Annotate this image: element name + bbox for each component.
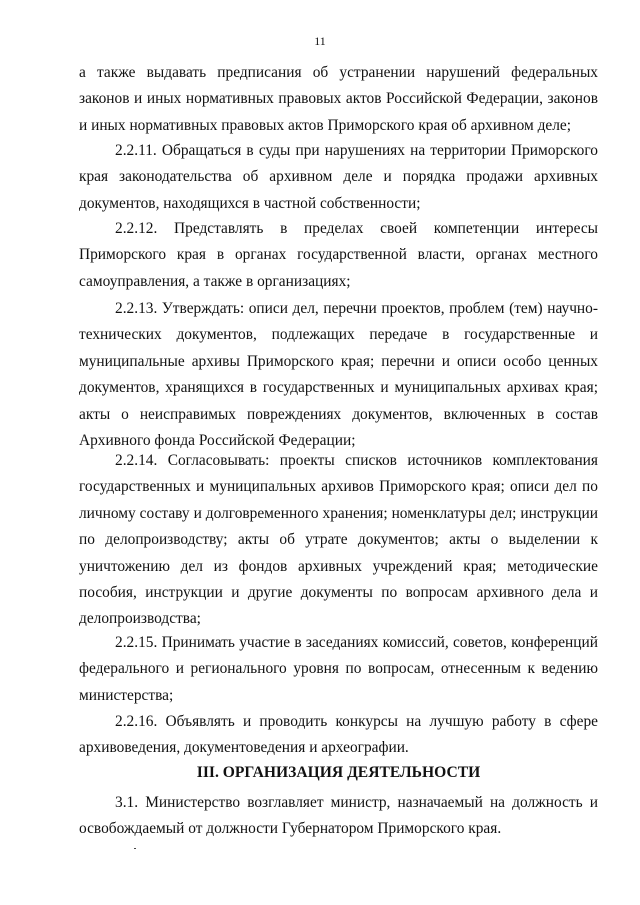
paragraph-2-2-15-text: 2.2.15. Принимать участие в заседаниях комиссий, советов, конференций федерального и регионального уровня по вопросам, отнесенным к ведению министерства; bbox=[79, 634, 598, 704]
paragraph-2-2-13-text: 2.2.13. Утверждать: описи дел, перечни проектов, проблем (тем) научно-технических документов, подлежащих передаче в государственные и муниципальные архивы Приморского края; перечни и описи особо ценных документов, хранящихся в государственных и муниципальных архивах края; акты о неисправимых повреждениях документов, включенных в состав Архивного фонда Российской Федерации; bbox=[79, 300, 598, 450]
paragraph-2-2-15 bbox=[79, 630, 598, 709]
paragraph-3-1 bbox=[79, 790, 598, 843]
paragraph-3-1-text: 3.1. Министерство возглавляет министр, назначаемый на должность и освобождаемый от должности Губернатором Приморского края. bbox=[79, 794, 598, 838]
page-number: 11 bbox=[314, 34, 326, 48]
paragraph-2-2-13 bbox=[79, 296, 598, 454]
scan-speck bbox=[134, 848, 136, 849]
paragraph-2-2-14-text: 2.2.14. Согласовывать: проекты списков источников комплектования государственных и муниципальных архивов Приморского края; описи дел по личному составу и долговременного хранения; номенклатуры дел; инструкции по делопроизводству; акты об утрате документов; акты о выделении к уничтожению дел из фондов архивных учреждений края; методические пособия, инструкции и другие документы по вопросам архивного дела и делопроизводства; bbox=[79, 452, 598, 628]
paragraph-2-2-12 bbox=[79, 216, 598, 295]
paragraph-2-2-11 bbox=[79, 138, 598, 217]
paragraph-2-2-16 bbox=[79, 709, 598, 762]
paragraph-2-2-12-text: 2.2.12. Представлять в пределах своей компетенции интересы Приморского края в органах государственной власти, органах местного самоуправления, а также в организациях; bbox=[79, 220, 598, 290]
paragraph-2-2-14 bbox=[79, 448, 598, 633]
paragraph-2-2-11-text: 2.2.11. Обращаться в суды при нарушениях на территории Приморского края законодательства об архивном деле и порядка продажи архивных документов, находящихся в частной собственности; bbox=[79, 142, 598, 212]
section-heading: III. ОРГАНИЗАЦИЯ ДЕЯТЕЛЬНОСТИ bbox=[196, 764, 481, 781]
paragraph-continuation: а также выдавать предписания об устранении нарушений федеральных законов и иных нормативных правовых актов Российской Федерации, законов и иных нормативных правовых актов Приморского края об архивном деле; bbox=[79, 64, 598, 134]
paragraph-2-2-16-text: 2.2.16. Объявлять и проводить конкурсы на лучшую работу в сфере архивоведения, документоведения и археографии. bbox=[79, 713, 598, 757]
